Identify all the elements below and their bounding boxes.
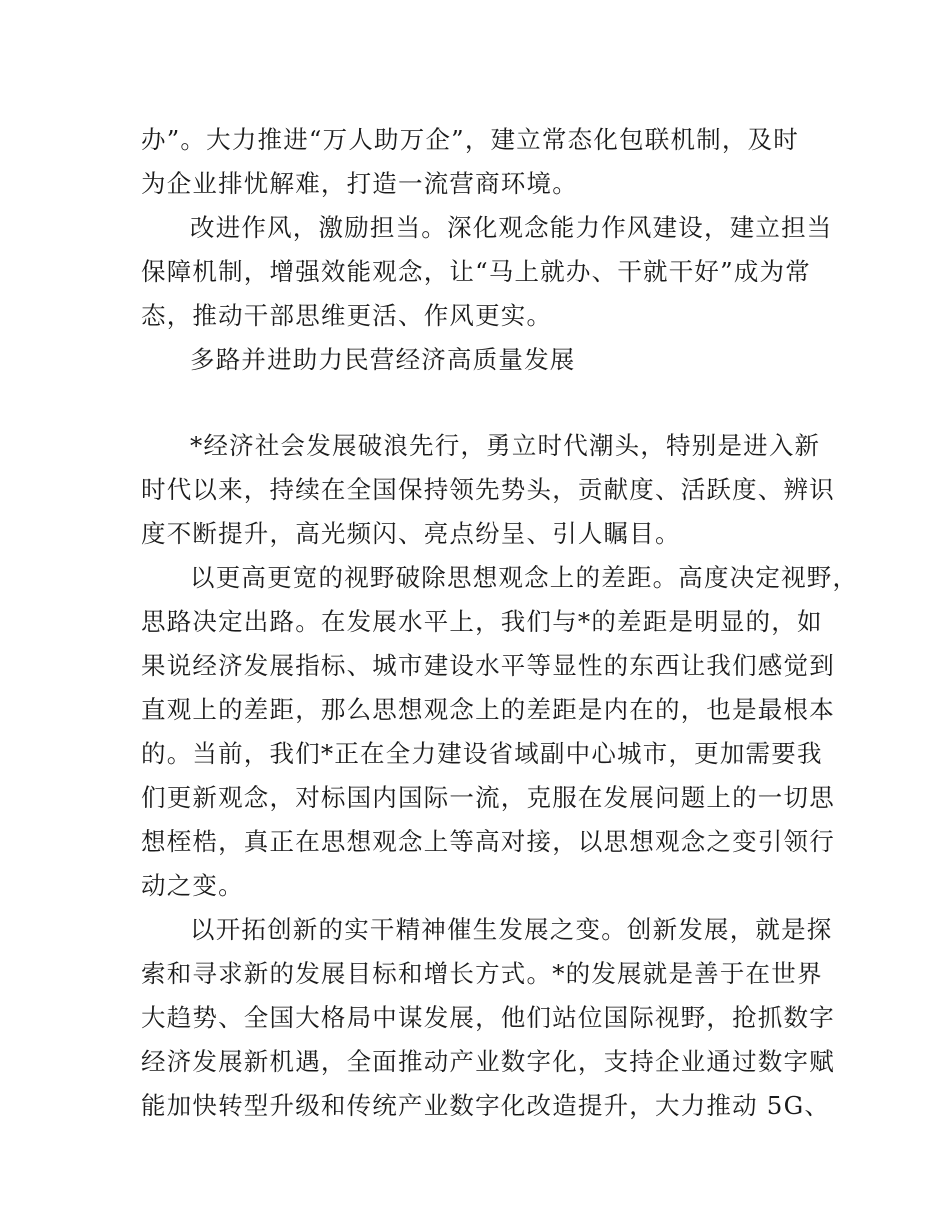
text-line: 思路决定出路。在发展水平上，我们与*的差距是明显的，如 (141, 607, 823, 636)
paragraph-first-line: *经济社会发展破浪先行，勇立时代潮头，特别是进入新 (190, 431, 821, 460)
text-line: 保障机制，增强效能观念，让“马上就办、干就干好”成为常 (141, 257, 811, 286)
paragraph-first-line: 改进作风，激励担当。深化观念能力作风建设，建立担当 (190, 213, 833, 242)
text-line: 果说经济发展指标、城市建设水平等显性的东西让我们感觉到 (141, 651, 835, 680)
text-line: 态，推动干部思维更活、作风更实。 (141, 301, 553, 330)
section-heading: 多路并进助力民营经济高质量发展 (190, 345, 576, 374)
text-line: 想桎梏，真正在思想观念上等高对接，以思想观念之变引领行 (141, 827, 835, 856)
text-line: 办”。大力推进“万人助万企”，建立常态化包联机制，及时 (141, 125, 799, 154)
paragraph-first-line: 以开拓创新的实干精神催生发展之变。创新发展，就是探 (190, 915, 833, 944)
text-line: 们更新观念，对标国内国际一流，克服在发展问题上的一切思 (141, 783, 835, 812)
text-line: 大趋势、全国大格局中谋发展，他们站位国际视野，抢抓数字 (141, 1003, 835, 1032)
text-line: 度不断提升，高光频闪、亮点纷呈、引人瞩目。 (141, 519, 681, 548)
text-line: 经济发展新机遇，全面推动产业数字化，支持企业通过数字赋 (141, 1047, 835, 1076)
paragraph-first-line: 以更高更宽的视野破除思想观念上的差距。高度决定视野， (190, 563, 859, 592)
text-line: 索和寻求新的发展目标和增长方式。*的发展就是善于在世界 (141, 959, 823, 988)
text-line: 为企业排忧解难，打造一流营商环境。 (141, 169, 578, 198)
text-line: 能加快转型升级和传统产业数字化改造提升，大力推动 5G、 (141, 1091, 831, 1120)
text-line: 直观上的差距，那么思想观念上的差距是内在的，也是最根本 (141, 695, 835, 724)
text-line: 的。当前，我们*正在全力建设省域副中心城市，更加需要我 (141, 739, 823, 768)
text-line: 动之变。 (141, 871, 244, 900)
text-line: 时代以来，持续在全国保持领先势头，贡献度、活跃度、辨识 (141, 475, 835, 504)
